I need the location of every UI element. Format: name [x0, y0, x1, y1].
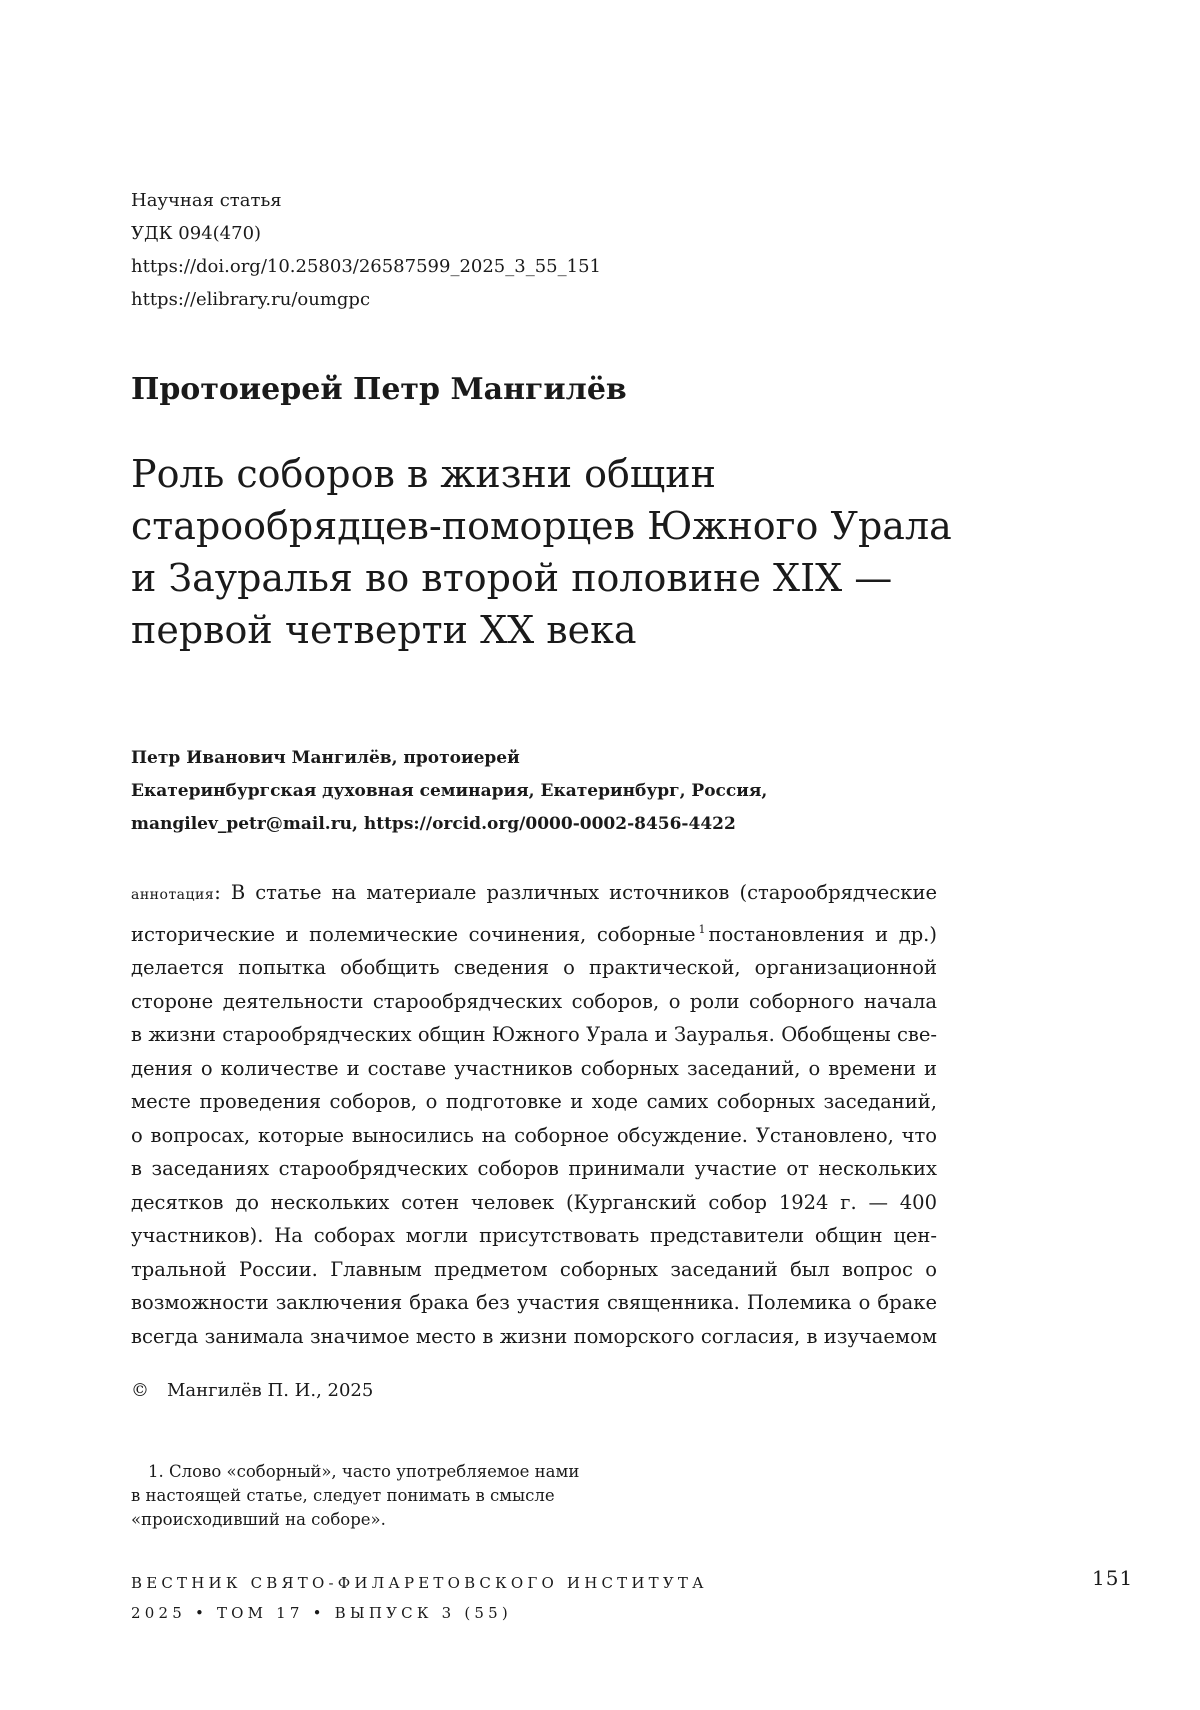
abstract-line: всегда занимала значимое место в жизни поморского согласия, в изучаемом: [131, 1324, 937, 1348]
author-institution: Екатеринбургская духовная семинария, Екатеринбург, Россия,: [131, 781, 768, 801]
abstract-line: стороне деятельности старообрядческих соборов, о роли соборного начала: [131, 989, 937, 1013]
journal-footer: [131, 1568, 708, 1628]
author-info: [131, 742, 767, 841]
title-line: и Зауралья во второй половине XIX —: [131, 556, 893, 600]
article-meta: [131, 184, 601, 316]
abstract-line: аннотация: В статье на материале различных источников (старообрядческие: [131, 881, 937, 904]
footnote-text: в настоящей статье, следует понимать в смысле: [131, 1486, 555, 1505]
copyright-text: Мангилёв П. И., 2025: [167, 1380, 374, 1401]
abstract-line: тральной России. Главным предметом соборных заседаний был вопрос о: [131, 1257, 937, 1281]
title-line: Роль соборов в жизни общин: [131, 452, 716, 496]
footnote: [131, 1460, 611, 1532]
abstract-line: месте проведения соборов, о подготовке и ходе самих соборных заседаний,: [131, 1090, 937, 1113]
footnote-text: Слово «соборный», часто употребляемое нами: [169, 1462, 580, 1481]
abstract-line: возможности заключения брака без участия священника. Полемика о браке: [131, 1291, 937, 1314]
abstract-line: десятков до нескольких сотен человек (Курганский собор 1924 г. — 400: [131, 1190, 937, 1214]
elibrary-link[interactable]: https://elibrary.ru/oumgpc: [131, 289, 371, 310]
abstract-line: делается попытка обобщить сведения о практической, организационной: [131, 956, 937, 979]
title-line: первой четверти XX века: [131, 608, 637, 652]
abstract-line: в жизни старообрядческих общин Южного Урала и Зауралья. Обобщены све-: [131, 1023, 937, 1046]
abstract: [131, 876, 937, 1353]
page-number: 151: [1092, 1566, 1134, 1590]
copyright-icon: ©: [131, 1380, 149, 1401]
footnote-reference[interactable]: 1: [698, 922, 706, 936]
abstract-label: аннотация: [131, 887, 215, 903]
article-type: Научная статья: [131, 190, 282, 211]
udk-code: УДК 094(470): [131, 223, 262, 244]
footnote-number: 1.: [148, 1462, 164, 1481]
journal-issue: 2025 • ТОМ 17 • ВЫПУСК 3 (55): [131, 1604, 512, 1622]
abstract-line: дения о количестве и составе участников соборных заседаний, о времени и: [131, 1056, 937, 1080]
doi-link[interactable]: https://doi.org/10.25803/26587599_2025_3_55_151: [131, 256, 601, 277]
article-title: [131, 448, 952, 656]
journal-name: ВЕСТНИК СВЯТО-ФИЛАРЕТОВСКОГО ИНСТИТУТА: [131, 1574, 708, 1592]
author-contacts: mangilev_petr@mail.ru, https://orcid.org/0000-0002-8456-4422: [131, 814, 736, 834]
title-line: старообрядцев-поморцев Южного Урала: [131, 504, 952, 548]
abstract-line: исторические и полемические сочинения, соборные $^1$ постановления и др.): [131, 922, 937, 946]
abstract-line: участников). На соборах могли присутствовать представители общин цен-: [131, 1224, 937, 1247]
author-heading: Протоиерей Петр Мангилёв: [131, 372, 627, 407]
copyright: [131, 1380, 373, 1401]
abstract-line: о вопросах, которые выносились на соборное обсуждение. Установлено, что: [131, 1123, 937, 1147]
footnote-text: «происходивший на соборе».: [131, 1510, 386, 1529]
author-name: Петр Иванович Мангилёв, протоиерей: [131, 748, 520, 768]
abstract-line: в заседаниях старообрядческих соборов принимали участие от нескольких: [131, 1157, 937, 1180]
